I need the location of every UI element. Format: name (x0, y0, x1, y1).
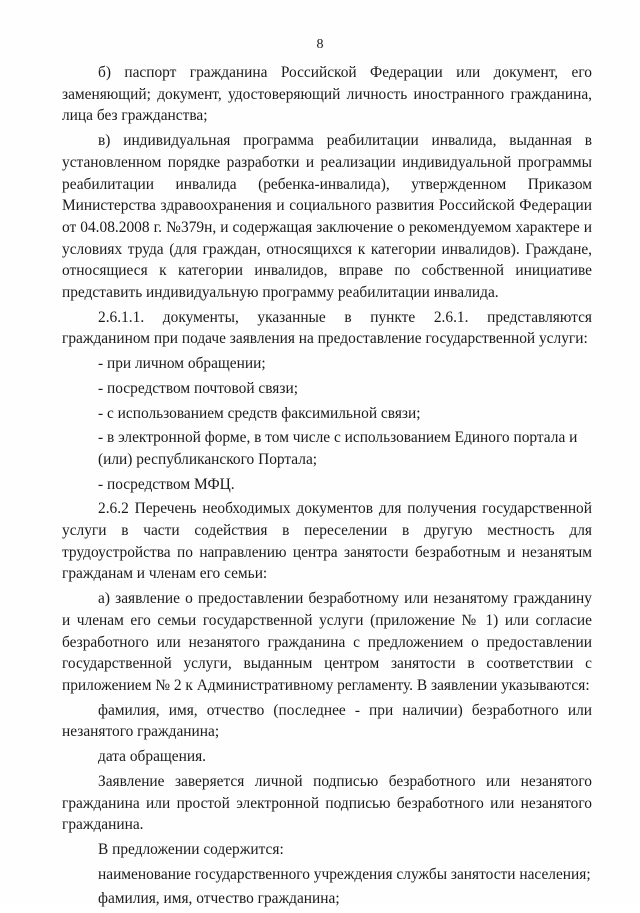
paragraph-2-6-1-1: 2.6.1.1. документы, указанные в пункте 2.6.1. представляются гражданином при подаче заявления на предоставление государственной услуги: (62, 308, 592, 348)
list-item-submission-method: - посредством почтовой связи; (98, 379, 298, 397)
application-field: дата обращения. (98, 748, 206, 766)
application-field: фамилия, имя, отчество (последнее - при наличии) безработного или незанятого гражданина; (62, 701, 592, 741)
proposal-field: наименование государственного учреждения службы занятости населения; (98, 865, 591, 883)
certification-text: Заявление заверяется личной подписью безработного или незанятого гражданина или простой электронной подписью безработного или незанятого гражданина. (62, 772, 592, 834)
section-2-6-2: 2.6.2 Перечень необходимых документов для получения государственной услуги в части содействия в переселении в другую местность для трудоустройства по направлению центра занятости безработным и незанятым гражданам и членам его семьи: (62, 500, 592, 583)
list-item-submission-method: - при личном обращении; (98, 355, 266, 373)
item-a-application: а) заявление о предоставлении безработному или незанятому гражданину и членам его семьи государственной услуги (приложение № 1) или согласие безработного или незанятого гражданина с предложением о предоставлении государственной услуги, выданным центром занятости в соответствии с приложением № 2 к Административному регламенту. В заявлении указываются: (62, 590, 592, 694)
proposal-field: фамилия, имя, отчество гражданина; (98, 890, 340, 908)
document-body (62, 62, 592, 913)
page-number: 8 (316, 37, 324, 52)
paragraph-rehabilitation-program: в) индивидуальная программа реабилитации инвалида, выданная в установленном порядке разработки и реализации индивидуальной программы реабилитации инвалида (ребенка-инвалида), утвержденном Приказом Министерства здравоохранения и социального развития Российской Федерации от 04.08.2008 г. №379н, и содержащая заключение о рекомендуемом характере и условиях труда (для граждан, относящихся к категории инвалидов). Граждане, относящиеся к категории инвалидов, вправе по собственной инициативе представить индивидуальную программу реабилитации инвалида. (62, 132, 592, 302)
paragraph-passport: б) паспорт гражданина Российской Федерации или документ, его заменяющий; документ, удостоверяющий личность иностранного гражданина, лица без гражданства; (62, 64, 592, 125)
list-item-submission-method: - посредством МФЦ. (98, 475, 235, 493)
list-item-submission-method: - с использованием средств факсимильной связи; (98, 404, 421, 422)
proposal-heading: В предложении содержится: (98, 840, 284, 858)
list-item-submission-method: - в электронной форме, в том числе с использованием Единого портала и (или) республиканского Портала; (98, 429, 578, 468)
